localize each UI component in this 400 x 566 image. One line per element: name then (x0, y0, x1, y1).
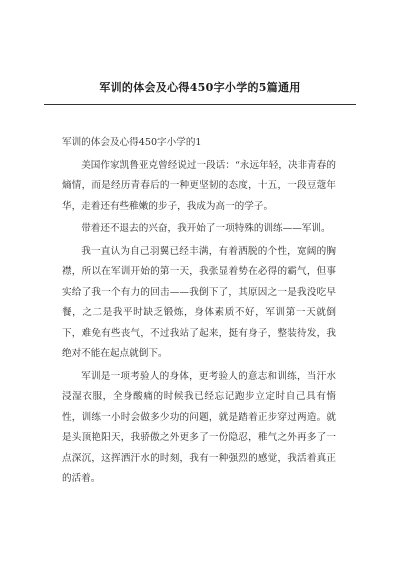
paragraph-2: 带着还不退去的兴奋，我开始了一项特殊的训练——军训。 (81, 223, 331, 234)
paragraph-3: 我一直认为自己羽翼已经丰满，有着洒脱的个性，宽阔的胸襟，所以在军训开始的第一天，我张显着势在必得的霸气，但事实给了我一个有力的回击——我倒下了，其原因之一是我没吃早餐，之二是我平时缺乏锻炼，身体素质不好，军训第一天就倒下，难免有些丧气，不过我站了起来，挺有身子，整装待发，我绝对不能在起点就倒下。 (62, 245, 336, 359)
paragraph-1: 美国作家凯鲁亚克曾经说过一段话：“永远年轻，决非青春的熵情，而是经历青春后的一种更坚韧的态度，十五，一段豆蔻年华，走着还有些稚嫩的步子，我成为高一的学子。 (62, 159, 336, 212)
document-body (62, 133, 336, 490)
title-divider (44, 104, 356, 105)
paragraph-4: 军训是一项考验人的身体，更考验人的意志和训练，当汗水浸湿衣服，全身酸痛的时候我已经忘记跑步立定时自己具有惰性，训练一小时会做多少功的问题，就是踏着正步穿过两造。就是头顶艳阳天，我骄傲之外更多了一份隐忍，稚气之外再多了一点深沉，这挥洒汗水的时刻，我有一种强烈的感觉，我活着真正的活着。 (62, 370, 336, 484)
document-title: 军训的体会及心得450字小学的5篇通用 (99, 81, 301, 94)
section-heading: 军训的体会及心得450字小学的1 (62, 137, 202, 148)
